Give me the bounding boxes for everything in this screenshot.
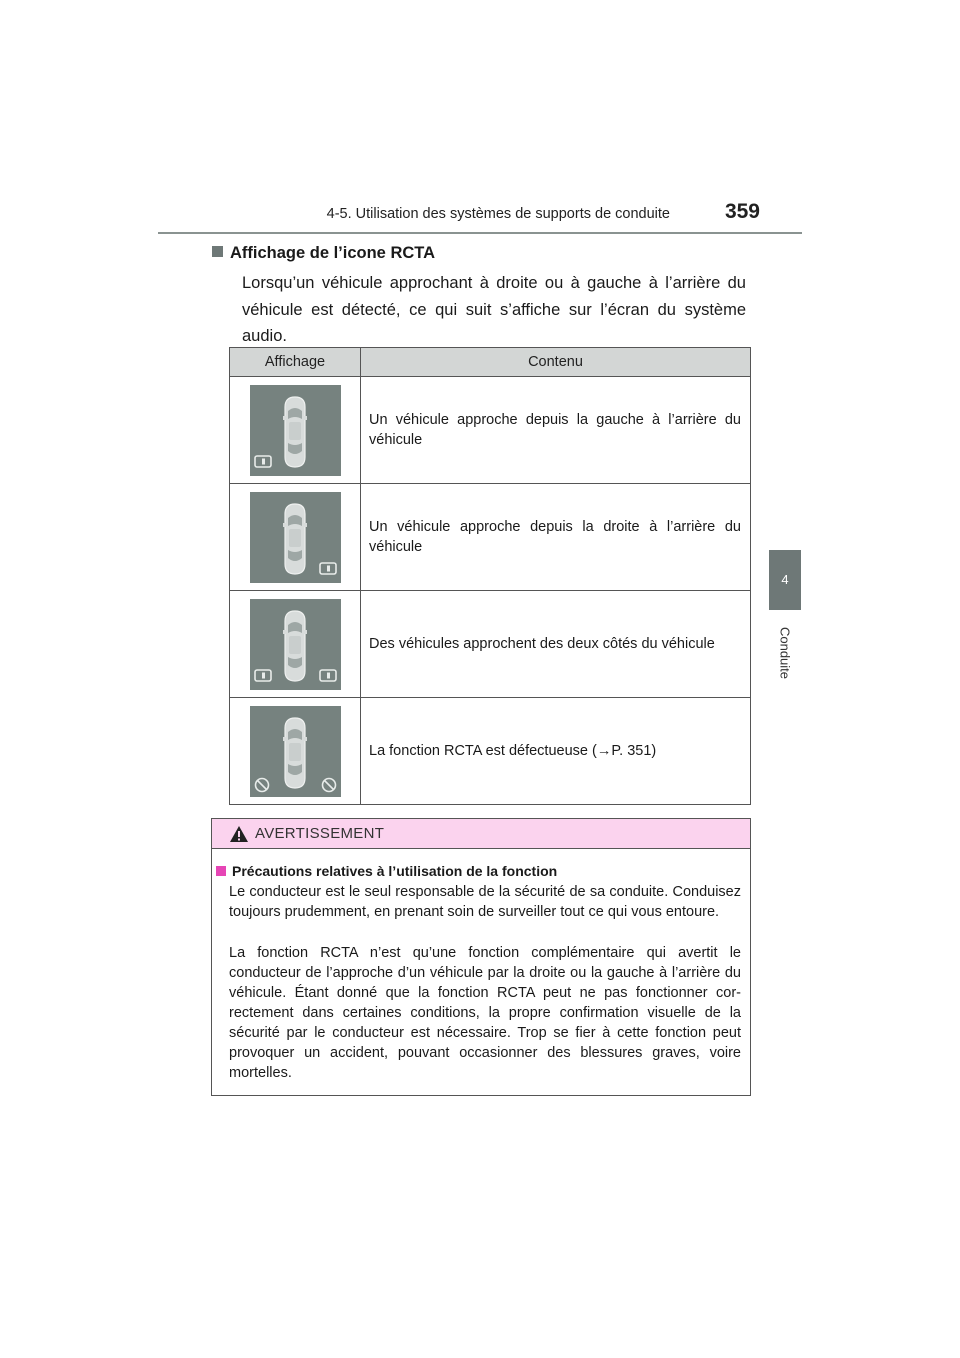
column-header-content: Contenu — [361, 348, 751, 377]
display-cell — [230, 698, 361, 805]
warning-triangle-icon — [229, 825, 249, 843]
warning-paragraph-1: Le conducteur est le seul responsable de la sécurité de sa conduite. Conduisez toujours prudemment, en prenant soin de surveiller tout ce qui vous entoure. — [229, 884, 741, 920]
table-row — [230, 698, 751, 805]
page-number: 359 — [724, 200, 760, 223]
table-header-row — [230, 348, 751, 377]
rcta-both-icon — [250, 599, 341, 690]
table-row — [230, 484, 751, 591]
content-cell: Un véhicule approche depuis la droite à l’arrière du véhicule — [361, 484, 751, 591]
rcta-malfunction-icon — [250, 706, 341, 797]
header-section-title: 4-5. Utilisation des systèmes de supports de conduite — [326, 206, 670, 222]
content-cell — [361, 698, 751, 805]
content-cell: Des véhicules approchent des deux côtés du véhicule — [361, 591, 751, 698]
warning-box — [211, 818, 751, 1096]
arrow-icon: → — [596, 743, 612, 759]
chapter-tab[interactable]: 4 — [769, 550, 801, 610]
warning-paragraph-2: La fonction RCTA n’est qu’une fonction complémentaire qui avertit le conducteur de l’approche d’un véhicule par la droite ou la gauche à l’arrière du véhicule. Étant donné que la fonction RCTA peut ne pas fonctionner cor-rectement dans certaines conditions, la propre confirmation visuelle de la sécurité par le conducteur est nécessaire. Trop se fier à cette fonction peut provoquer un accident, pouvant occasionner des blessures graves, voire mortelles. — [229, 945, 741, 1081]
content-cell: Un véhicule approche depuis la gauche à l’arrière du véhicule — [361, 377, 751, 484]
display-cell — [230, 484, 361, 591]
content-text: La fonction RCTA est défectueuse ( — [369, 743, 597, 759]
chapter-label-text: Conduite — [777, 626, 793, 680]
warning-title: AVERTISSEMENT — [255, 825, 385, 842]
rcta-left-icon — [250, 385, 341, 476]
rcta-display-table — [229, 347, 751, 805]
warning-subheading — [216, 863, 557, 879]
square-bullet-icon — [212, 246, 223, 257]
intro-paragraph: Lorsqu’un véhicule approchant à droite ou à gauche à l’arrière du véhicule est détecté, ce qui suit s’affiche sur l’écran du système audio. — [242, 274, 746, 345]
section-heading-text: Affichage de l’icone RCTA — [230, 244, 436, 262]
display-cell — [230, 591, 361, 698]
warning-header — [212, 819, 750, 849]
square-bullet-icon — [216, 866, 226, 876]
table-row — [230, 377, 751, 484]
display-cell — [230, 377, 361, 484]
warning-subheading-text: Précautions relatives à l’utilisation de la fonction — [232, 863, 558, 879]
section-heading — [212, 244, 435, 263]
header-rule — [158, 232, 802, 234]
column-header-display: Affichage — [230, 348, 361, 377]
table-row — [230, 591, 751, 698]
rcta-right-icon — [250, 492, 341, 583]
chapter-label — [770, 618, 800, 688]
page-reference-link[interactable]: P. 351) — [611, 743, 657, 759]
